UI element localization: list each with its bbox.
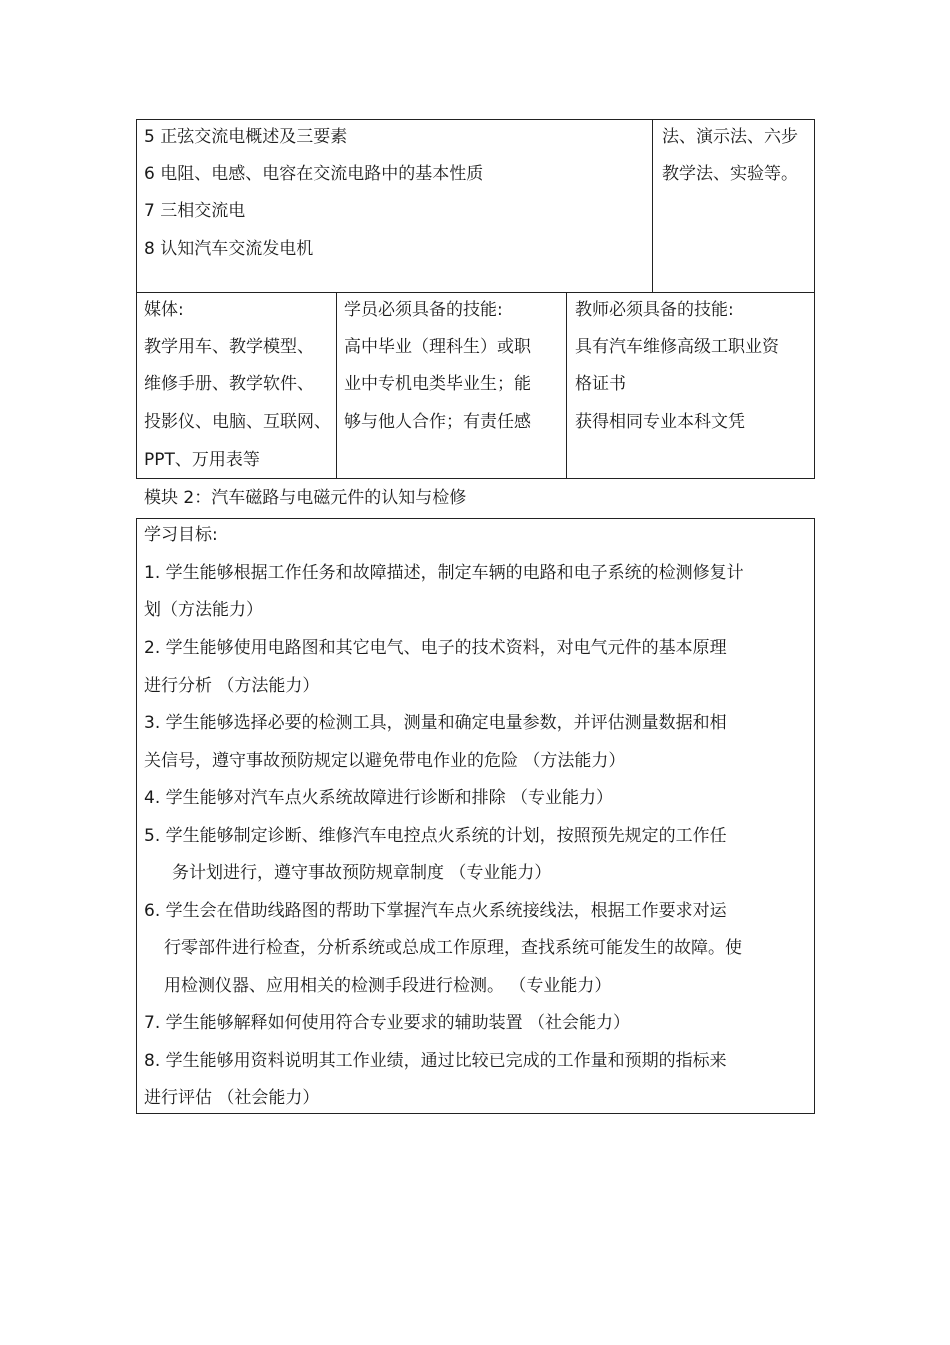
top-table-row-divider <box>136 292 815 293</box>
content-line: 8 认知汽车交流发电机 <box>144 239 314 259</box>
module-title: 模块 2：汽车磁路与电磁元件的认知与检修 <box>144 488 467 508</box>
media-line: 维修手册、教学软件、 <box>144 374 314 394</box>
objective-line: 进行评估 （社会能力） <box>144 1088 320 1108</box>
teacher-skills-line: 格证书 <box>575 374 626 394</box>
teacher-skills-header: 教师必须具备的技能: <box>575 300 734 320</box>
objective-line: 进行分析 （方法能力） <box>144 676 320 696</box>
objective-line: 6. 学生会在借助线路图的帮助下掌握汽车点火系统接线法，根据工作要求对运 <box>144 901 727 921</box>
objectives-header: 学习目标: <box>144 525 218 545</box>
media-line: 投影仪、电脑、互联网、 <box>144 412 331 432</box>
student-skills-line: 够与他人合作；有责任感 <box>344 412 531 432</box>
top-table-col-divider-student <box>336 292 337 479</box>
top-table-col-divider-teacher <box>566 292 567 479</box>
top-table-col-divider-method <box>652 119 653 292</box>
objective-line: 7. 学生能够解释如何使用符合专业要求的辅助装置 （社会能力） <box>144 1013 631 1033</box>
objective-line: 8. 学生能够用资料说明其工作业绩，通过比较已完成的工作量和预期的指标来 <box>144 1051 727 1071</box>
media-header: 媒体: <box>144 300 184 320</box>
objective-line: 1. 学生能够根据工作任务和故障描述，制定车辆的电路和电子系统的检测修复计 <box>144 563 744 583</box>
student-skills-header: 学员必须具备的技能: <box>344 300 503 320</box>
objective-line: 3. 学生能够选择必要的检测工具，测量和确定电量参数，并评估测量数据和相 <box>144 713 727 733</box>
student-skills-line: 高中毕业（理科生）或职 <box>344 337 531 357</box>
objective-line: 用检测仪器、应用相关的检测手段进行检测。 （专业能力） <box>164 976 612 996</box>
content-line: 6 电阻、电感、电容在交流电路中的基本性质 <box>144 164 484 184</box>
teacher-skills-line: 具有汽车维修高级工职业资 <box>575 337 779 357</box>
content-line: 5 正弦交流电概述及三要素 <box>144 127 348 147</box>
method-line: 法、演示法、六步 <box>662 127 798 147</box>
media-line: 教学用车、教学模型、 <box>144 337 314 357</box>
objective-line: 4. 学生能够对汽车点火系统故障进行诊断和排除 （专业能力） <box>144 788 614 808</box>
objective-line: 2. 学生能够使用电路图和其它电气、电子的技术资料，对电气元件的基本原理 <box>144 638 727 658</box>
media-line: PPT、万用表等 <box>144 450 260 470</box>
objective-line: 行零部件进行检查，分析系统或总成工作原理，查找系统可能发生的故障。使 <box>164 938 742 958</box>
student-skills-line: 业中专机电类毕业生；能 <box>344 374 531 394</box>
teacher-skills-line: 获得相同专业本科文凭 <box>575 412 745 432</box>
objective-line: 务计划进行，遵守事故预防规章制度 （专业能力） <box>172 863 552 883</box>
method-line: 教学法、实验等。 <box>662 164 798 184</box>
objective-line: 5. 学生能够制定诊断、维修汽车电控点火系统的计划，按照预先规定的工作任 <box>144 826 727 846</box>
objective-line: 关信号，遵守事故预防规定以避免带电作业的危险 （方法能力） <box>144 751 626 771</box>
content-line: 7 三相交流电 <box>144 201 246 221</box>
objective-line: 划（方法能力） <box>144 600 263 620</box>
